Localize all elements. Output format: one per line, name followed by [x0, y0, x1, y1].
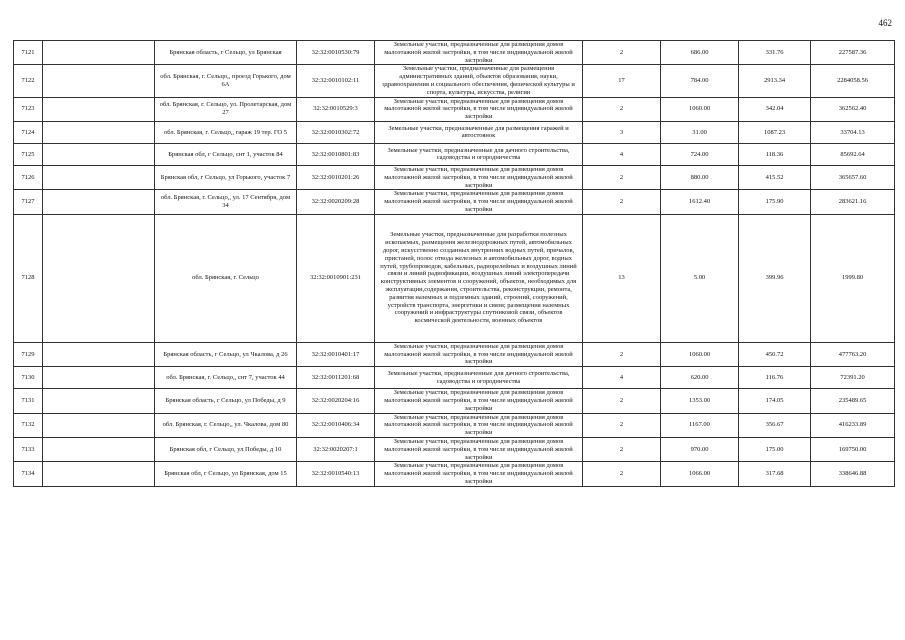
area-cell: 5.00	[661, 214, 739, 342]
row-id: 7125	[14, 143, 43, 165]
row-id: 7122	[14, 65, 43, 97]
address-cell: Брянская область, г Сельцо, ул Брянская	[155, 41, 297, 65]
table-row	[14, 367, 895, 389]
blank-cell	[43, 143, 155, 165]
address-cell: обл. Брянская, г. Сельцо,, ул. 17 Сентября, дом 34	[155, 190, 297, 214]
specific-value-cell: 415.52	[739, 165, 811, 189]
land-use-cell: Земельные участки, предназначенные для размещения домов малоэтажной жилой застройки, в том числе индивидуальной жилой застройки	[375, 389, 583, 413]
group-cell: 2	[583, 437, 661, 461]
blank-cell	[43, 413, 155, 437]
blank-cell	[43, 97, 155, 121]
table-row	[14, 214, 895, 342]
row-id: 7124	[14, 121, 43, 143]
blank-cell	[43, 121, 155, 143]
row-id: 7130	[14, 367, 43, 389]
cadastral-value-cell: 416233.89	[811, 413, 895, 437]
land-use-cell: Земельные участки, предназначенные для размещения домов малоэтажной жилой застройки, в том числе индивидуальной жилой застройки	[375, 437, 583, 461]
cadastral-number-cell: 32:32:0020209:28	[297, 190, 375, 214]
land-use-cell: Земельные участки, предназначенные для размещения административных зданий, объектов образования, науки, здравоохранения и социального обеспечения, физической культуры и спорта, культуры, искусства, религии	[375, 65, 583, 97]
blank-cell	[43, 165, 155, 189]
group-cell: 2	[583, 190, 661, 214]
row-id: 7134	[14, 462, 43, 486]
row-id: 7128	[14, 214, 43, 342]
cadastral-number-cell: 32:32:0011201:68	[297, 367, 375, 389]
blank-cell	[43, 367, 155, 389]
table-row	[14, 389, 895, 413]
blank-cell	[43, 214, 155, 342]
row-id: 7123	[14, 97, 43, 121]
area-cell: 880.00	[661, 165, 739, 189]
cadastral-number-cell: 32:32:0010529:3	[297, 97, 375, 121]
row-id: 7129	[14, 342, 43, 366]
table-body	[14, 41, 895, 487]
specific-value-cell: 174.05	[739, 389, 811, 413]
cadastral-value-cell: 169750.00	[811, 437, 895, 461]
table-row	[14, 462, 895, 486]
table-row	[14, 121, 895, 143]
specific-value-cell: 2913.34	[739, 65, 811, 97]
cadastral-number-cell: 32:32:0010302:72	[297, 121, 375, 143]
land-use-cell: Земельные участки, предназначенные для размещения домов малоэтажной жилой застройки, в том числе индивидуальной жилой застройки	[375, 41, 583, 65]
group-cell: 4	[583, 367, 661, 389]
table-row	[14, 65, 895, 97]
specific-value-cell: 317.68	[739, 462, 811, 486]
group-cell: 17	[583, 65, 661, 97]
area-cell: 1612.40	[661, 190, 739, 214]
area-cell: 1060.00	[661, 342, 739, 366]
blank-cell	[43, 342, 155, 366]
group-cell: 2	[583, 41, 661, 65]
row-id: 7132	[14, 413, 43, 437]
blank-cell	[43, 462, 155, 486]
specific-value-cell: 450.72	[739, 342, 811, 366]
cadastral-value-cell: 2284058.56	[811, 65, 895, 97]
address-cell: обл. Брянская, г. Сельцо	[155, 214, 297, 342]
group-cell: 2	[583, 462, 661, 486]
cadastral-value-cell: 477763.20	[811, 342, 895, 366]
cadastral-value-cell: 235489.65	[811, 389, 895, 413]
specific-value-cell: 175.90	[739, 190, 811, 214]
land-use-cell: Земельные участки, предназначенные для дачного строительства, садоводства и огородничества	[375, 143, 583, 165]
address-cell: Брянская область, г Сельцо, ул Чкалова, д 26	[155, 342, 297, 366]
row-id: 7126	[14, 165, 43, 189]
specific-value-cell: 1087.23	[739, 121, 811, 143]
cadastral-value-cell: 85692.64	[811, 143, 895, 165]
group-cell: 2	[583, 413, 661, 437]
specific-value-cell: 118.36	[739, 143, 811, 165]
group-cell: 13	[583, 214, 661, 342]
address-cell: Брянская область, г Сельцо, ул Победы, д 9	[155, 389, 297, 413]
cadastral-value-cell: 362562.40	[811, 97, 895, 121]
address-cell: Брянская обл, г Сельцо, ул Брянская, дом 15	[155, 462, 297, 486]
blank-cell	[43, 389, 155, 413]
address-cell: обл. Брянская, г. Сельцо,, ул. Чкалова, дом 80	[155, 413, 297, 437]
cadastral-number-cell: 32:32:0010540:13	[297, 462, 375, 486]
row-id: 7127	[14, 190, 43, 214]
cadastral-value-table	[13, 40, 895, 487]
table-row	[14, 190, 895, 214]
cadastral-value-cell: 227587.36	[811, 41, 895, 65]
cadastral-value-cell: 72391.20	[811, 367, 895, 389]
specific-value-cell: 356.67	[739, 413, 811, 437]
specific-value-cell: 399.96	[739, 214, 811, 342]
address-cell: Брянская обл, г Сельцо, ул Горького, участок 7	[155, 165, 297, 189]
group-cell: 4	[583, 143, 661, 165]
row-id: 7133	[14, 437, 43, 461]
cadastral-number-cell: 32:32:0020204:16	[297, 389, 375, 413]
land-use-cell: Земельные участки, предназначенные для размещения гаражей и автостоянок	[375, 121, 583, 143]
cadastral-value-cell: 283621.16	[811, 190, 895, 214]
cadastral-number-cell: 32:32:0020207:1	[297, 437, 375, 461]
land-use-cell: Земельные участки, предназначенные для размещения домов малоэтажной жилой застройки, в том числе индивидуальной жилой застройки	[375, 462, 583, 486]
blank-cell	[43, 437, 155, 461]
area-cell: 1060.00	[661, 97, 739, 121]
specific-value-cell: 331.76	[739, 41, 811, 65]
cadastral-number-cell: 32:32:0010406:34	[297, 413, 375, 437]
cadastral-number-cell: 32:32:0010901:231	[297, 214, 375, 342]
row-id: 7121	[14, 41, 43, 65]
area-cell: 1066.00	[661, 462, 739, 486]
land-use-cell: Земельные участки, предназначенные для разработки полезных ископаемых, размещения железнодорожных путей, автомобильных дорог, искусственно созданных внутренних водных путей, причалов, пристаней, полос отвода железных и автомобильных дорог, водных путей, трубопроводов, кабельных, радиорелейных и воздушных линий связи и линий радиофикации, воздушных линий электропередачи конструктивных элементов и сооружений, объектов, необходимых для эксплуатации,содержания, строительства, реконструкции, ремонта, развития наземных и подземных зданий, строений, сооружений, устройств транспорта, энергетики и связи; размещения наземных сооружений и инфраструктуры спутниковой связи, объектов космической деятельности, военных объектов	[375, 214, 583, 342]
table-row	[14, 165, 895, 189]
area-cell: 620.00	[661, 367, 739, 389]
specific-value-cell: 342.04	[739, 97, 811, 121]
address-cell: обл. Брянская, г. Сельцо,, снт 7, участок 44	[155, 367, 297, 389]
group-cell: 2	[583, 342, 661, 366]
table-row	[14, 342, 895, 366]
area-cell: 724.00	[661, 143, 739, 165]
cadastral-value-cell: 338646.88	[811, 462, 895, 486]
specific-value-cell: 116.76	[739, 367, 811, 389]
table-row	[14, 143, 895, 165]
row-id: 7131	[14, 389, 43, 413]
land-use-cell: Земельные участки, предназначенные для размещения домов малоэтажной жилой застройки, в том числе индивидуальной жилой застройки	[375, 97, 583, 121]
blank-cell	[43, 190, 155, 214]
address-cell: обл. Брянская, г. Сельцо,, гараж 19 тер. ГО 5	[155, 121, 297, 143]
area-cell: 31.00	[661, 121, 739, 143]
page-number: 462	[878, 18, 892, 28]
cadastral-number-cell: 32:32:0010201:26	[297, 165, 375, 189]
group-cell: 3	[583, 121, 661, 143]
land-use-cell: Земельные участки, предназначенные для размещения домов малоэтажной жилой застройки, в том числе индивидуальной жилой застройки	[375, 165, 583, 189]
address-cell: Брянская обл, г Сельцо, снт 1, участок 84	[155, 143, 297, 165]
cadastral-number-cell: 32:32:0010801:83	[297, 143, 375, 165]
table-row	[14, 41, 895, 65]
land-use-cell: Земельные участки, предназначенные для дачного строительства, садоводства и огородничества	[375, 367, 583, 389]
group-cell: 2	[583, 97, 661, 121]
area-cell: 784.00	[661, 65, 739, 97]
specific-value-cell: 175.00	[739, 437, 811, 461]
cadastral-value-cell: 1999.80	[811, 214, 895, 342]
table-row	[14, 97, 895, 121]
cadastral-value-cell: 33704.13	[811, 121, 895, 143]
cadastral-number-cell: 32:32:0010530:79	[297, 41, 375, 65]
cadastral-number-cell: 32:32:0010102:11	[297, 65, 375, 97]
address-cell: обл. Брянская, г. Сельцо,, проезд Горького, дом 6А	[155, 65, 297, 97]
land-use-cell: Земельные участки, предназначенные для размещения домов малоэтажной жилой застройки, в том числе индивидуальной жилой застройки	[375, 413, 583, 437]
address-cell: обл. Брянская, г. Сельцо, ул. Пролетарская, дом 27	[155, 97, 297, 121]
group-cell: 2	[583, 389, 661, 413]
area-cell: 1353.00	[661, 389, 739, 413]
area-cell: 970.00	[661, 437, 739, 461]
blank-cell	[43, 41, 155, 65]
address-cell: Брянская обл, г Сельцо, ул Победы, д 10	[155, 437, 297, 461]
cadastral-number-cell: 32:32:0010401:17	[297, 342, 375, 366]
group-cell: 2	[583, 165, 661, 189]
blank-cell	[43, 65, 155, 97]
table-row	[14, 413, 895, 437]
area-cell: 686.00	[661, 41, 739, 65]
table-row	[14, 437, 895, 461]
cadastral-value-cell: 365657.60	[811, 165, 895, 189]
land-use-cell: Земельные участки, предназначенные для размещения домов малоэтажной жилой застройки, в том числе индивидуальной жилой застройки	[375, 342, 583, 366]
land-use-cell: Земельные участки, предназначенные для размещения домов малоэтажной жилой застройки, в том числе индивидуальной жилой застройки	[375, 190, 583, 214]
area-cell: 1167.00	[661, 413, 739, 437]
